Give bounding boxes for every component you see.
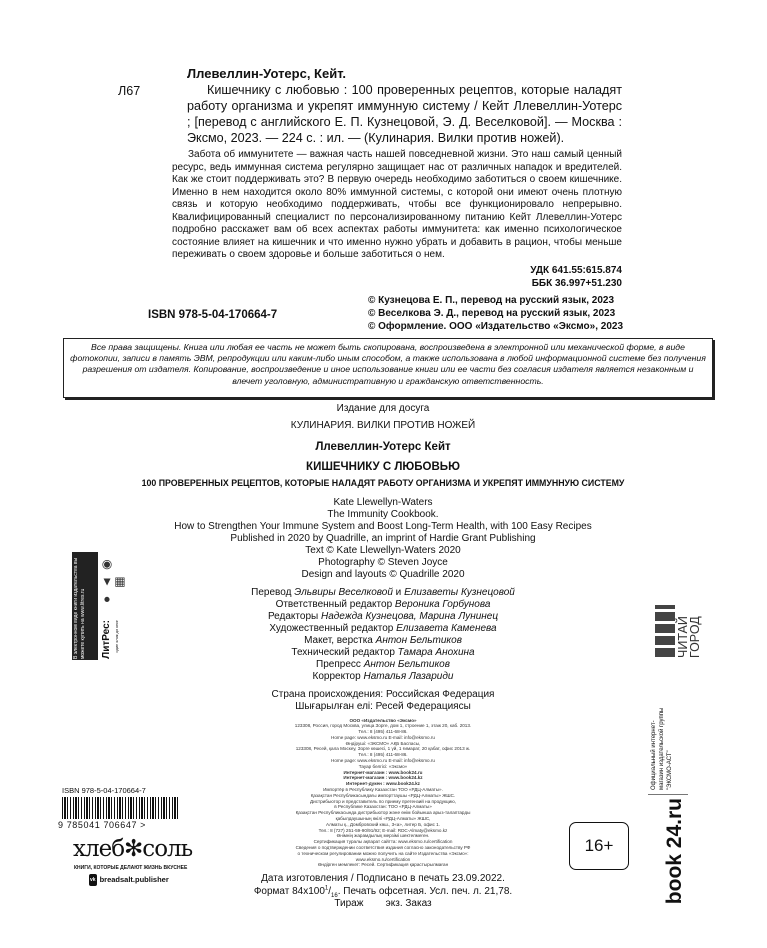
copyright-line: © Веселкова Э. Д., перевод на русский язык, 2023 xyxy=(368,307,616,319)
country-kz: Шығарылған елі: Ресей Федерациясы xyxy=(295,701,471,712)
print-date: Дата изготовления / Подписано в печать 23.09.2022. xyxy=(261,873,505,885)
windows-icon: ◉ xyxy=(100,558,114,573)
vk-icon: vk xyxy=(89,874,97,886)
credit-line: Редакторы Надежда Кузнецова, Марина Лунинец xyxy=(267,610,499,622)
book-subtitle: 100 ПРОВЕРЕННЫХ РЕЦЕПТОВ, КОТОРЫЕ НАЛАДЯТ РАБОТУ ОРГАНИЗМА И УКРЕПЯТ ИММУННУЮ СИСТЕМУ xyxy=(141,477,625,488)
publisher-info-line: Тел.: 8 (495) 411-68-86. xyxy=(358,729,408,735)
credit-line: Технический редактор Тамара Анохина xyxy=(291,646,475,658)
bib-author: Ллевеллин-Уотерс, Кейт. xyxy=(187,66,347,81)
litres-logo: ЛитРес: xyxy=(101,620,112,659)
credit-line: Художественный редактор Елизавета Каменева xyxy=(269,622,497,634)
publisher-info-line: Интернет-магазин : www.book24.ru xyxy=(343,769,423,775)
publisher-info-line: Дистрибьютор и представитель по приему претензий на продукцию, xyxy=(310,798,456,804)
publisher-tagline: КНИГИ, КОТОРЫЕ ДЕЛАЮТ ЖИЗНЬ ВКУСНЕЕ xyxy=(74,865,188,871)
english-line: The Immunity Cookbook. xyxy=(327,508,439,520)
publisher-info-line: Сертификация туралы ақпарат сайтта: www.eksmo.ru/certification xyxy=(313,839,453,845)
book24-logo: book 24.ru xyxy=(663,798,686,905)
bibliographic-record xyxy=(187,66,622,146)
credit-line: Корректор Наталья Лазариди xyxy=(312,670,454,682)
english-line: Kate Llewellyn-Waters xyxy=(333,496,433,508)
publisher-info-line: Home page: www.eksmo.ru E-mail: info@eksmo.ru xyxy=(331,734,435,740)
series-name: КУЛИНАРИЯ. ВИЛКИ ПРОТИВ НОЖЕЙ xyxy=(290,419,476,431)
publisher-info-line: Home page: www.eksmo.ru E-mail: info@eksmo.ru xyxy=(331,758,435,764)
publisher-info-line: Сведения о подтверждении соответствия издания согласно законодательству РФ xyxy=(295,845,471,851)
english-line: Design and layouts © Quadrille 2020 xyxy=(301,568,465,580)
publisher-info-line: 123308, Ресей, қала Мәскеу, Зорге көшесі, 1 үй, 1 ғимарат, 20 қабат, офис 2013 ж. xyxy=(295,746,471,752)
publisher-info-line: Қазақстан Республикасындағы импорттаушы «РДЦ-Алматы» ЖШС. xyxy=(310,792,456,798)
publisher-info-line: Интернет-магазин : www.book24.kz xyxy=(343,775,423,781)
english-line: How to Strengthen Your Immune System and Boost Long-Term Health, with 100 Easy Recipes xyxy=(174,520,592,532)
publisher-info-line: ООО «Издательство «Эксмо» xyxy=(349,717,417,723)
copyright-line: © Оформление. ООО «Издательство «Эксмо», 2023 xyxy=(368,320,624,332)
publisher-info-line: қабылдаушының өкілі «РДЦ-Алматы» ЖШС, xyxy=(335,816,431,822)
rights-notice: Все права защищены. Книга или любая ее часть не может быть скопирована, воспроизведена в электронной или механической форме, в виде фотокопии, записи в память ЭВМ, репродукции или каким-либо иным способом, а также использована в любой информационной системе без получения разрешения от издателя. Копирование, воспроизведение и иное использование книги или ее части без согласия издателя является незаконным и влечет уголовную, административную и гражданскую ответственность. xyxy=(63,338,713,398)
publisher-info-line: Тауар белгісі: «Эксмо» xyxy=(358,763,408,769)
classification xyxy=(0,264,622,290)
publisher-logo: хлеб✻соль xyxy=(73,836,193,862)
publisher-info-line: 123308, Россия, город Москва, улица Зорге, дом 1, строение 1, этаж 20, каб. 2013. xyxy=(294,723,472,729)
country-ru: Страна происхождения: Российская Федерация xyxy=(271,688,495,700)
barcode xyxy=(62,797,178,819)
windows-logo-icon: ▦ xyxy=(113,576,127,590)
platform-icons xyxy=(101,552,127,614)
isbn-copyright-row xyxy=(0,290,767,334)
country-of-origin xyxy=(133,689,633,714)
publisher-info-line: Өнімнің жарамдылық мерзімі шектелмеген. xyxy=(336,833,430,839)
copyright-line: © Кузнецова Е. П., перевод на русский язык, 2023 xyxy=(368,294,615,306)
vk-handle: breadsalt.publisher xyxy=(99,875,169,884)
edition-type: Издание для досуга xyxy=(336,402,430,414)
english-line: Photography © Steven Joyce xyxy=(318,556,448,568)
publisher-info-line: Тел.: 8 (495) 411-68-86. xyxy=(358,752,408,758)
credits xyxy=(133,587,633,683)
library-code: Л67 xyxy=(118,84,141,98)
android-icon: ▲ xyxy=(100,576,114,590)
isbn: ISBN 978-5-04-170664-7 xyxy=(148,308,278,321)
publisher-info-line: Тел.: 8 (727) 251-59-90/91/92; E-mail: RDC-Almaty@eksmo.kz xyxy=(318,827,448,833)
credit-line: Препресс Антон Бельтиков xyxy=(316,658,450,670)
publisher-info-line: Өндіруші: «ЭКСМО» АҚБ Баспасы, xyxy=(345,740,421,746)
chitai-gorod-logo xyxy=(677,548,701,658)
bbk: ББК 36.997+51.230 xyxy=(531,277,622,289)
bib-description: Кишечнику с любовью : 100 проверенных рецептов, которые наладят работу организма и укрепят иммунную систему / Кейт Ллевеллин-Уотерс ; [перевод с английского Е. П. Кузнецовой, Э. Д. Веселковой]. — Москва : Эксмо, 2023. — 224 с. : ил. — (Кулинария. Вилки против ножей). xyxy=(187,83,622,145)
publisher-info-line: в Республике Казахстан: ТОО «РДЦ-Алматы» xyxy=(334,804,432,810)
author-name: Ллевеллин-Уотерс Кейт xyxy=(315,440,451,453)
vk-link[interactable] xyxy=(89,874,169,886)
publisher-info-line: Алматы қ., Домбровский көш., 3«а», литер Б, офис 1. xyxy=(326,821,440,827)
annotation-text: Забота об иммунитете — важная часть нашей повседневной жизни. Это наш самый ценный ресурс, ведь иммунная система регулярно защищает нас от различных нападок и вредителей. Как же стоит поддерживать это? В первую очередь необходимо заботиться о своем кишечнике. Именно в нем находится около 80% иммунной системы, с которой они имеют очень плотную связь и которую необходимо поддерживать, чтобы все функционировало непрерывно. Квалифицированный специалист по персонализированному питанию Кейт Ллевеллин-Уотерс подробно расскажет вам об всех аспектах работы иммунитета: как именно психологическое состояние влияет на кишечник и что именно нужно убрать и добавить в рацион, чтобы меньше переживать о своем здоровье и больше заботиться о нем. xyxy=(172,149,622,260)
publisher-info-line: Қазақстан Республикасында дистрибьютор және өнім бойынша арыз-талаптарды xyxy=(295,810,471,816)
print-run: Тираж экз. Заказ xyxy=(334,898,432,910)
english-line: Published in 2020 by Quadrille, an imprint of Hardie Grant Publishing xyxy=(230,532,536,544)
book-title: КИШЕЧНИКУ С ЛЮБОВЬЮ xyxy=(306,460,460,473)
original-edition xyxy=(133,497,633,581)
barcode-isbn: ISBN 978-5-04-170664-7 xyxy=(62,786,146,795)
publisher-info-line: Интернет-дүкен : www.book24.kz xyxy=(346,781,420,787)
copyrights xyxy=(368,294,623,333)
credit-line: Ответственный редактор Вероника Горбунова xyxy=(275,598,491,610)
apple-icon: ● xyxy=(100,593,114,608)
litres-tagline: один клик до книг xyxy=(114,620,119,653)
annotation xyxy=(172,149,622,262)
book24-text: Официальный интернет-магазин издательской группы "ЭКСМО-АСТ" xyxy=(651,707,673,790)
publisher-info-line: Импортёр в Республику Казахстан ТОО «РДЦ-Алматы». xyxy=(323,787,443,793)
chitai-line: ЧИТАЙ xyxy=(676,616,690,658)
publisher-info-line: Өндірген мемлекет: Ресей. Сертификация қарастырылмаған xyxy=(317,862,449,868)
print-info xyxy=(133,873,633,911)
litres-banner: В электронном виде книги издательства вы можете купить на www.litres.ru xyxy=(72,552,98,660)
print-format: Формат $84x100^1/_{16}$. Печать офсетная. Усл. печ. л. 21,78. xyxy=(253,885,513,899)
publisher-info-line: www.eksmo.ru/certification xyxy=(355,856,411,862)
divider xyxy=(648,794,688,795)
barcode-digits: 9 785041 706647 > xyxy=(58,820,147,830)
chitai-gorod-mark xyxy=(655,605,675,657)
udc: УДК 641.55:615.874 xyxy=(530,264,622,276)
publisher-info-line: о техническом регулировании можно получить на сайте Издательства «Эксмо»: xyxy=(297,850,469,856)
credit-line: Перевод Эльвиры Веселковой и Елизаветы Кузнецовой xyxy=(251,586,515,598)
credit-line: Макет, верстка Антон Бельтиков xyxy=(304,634,462,646)
age-rating: 16+ xyxy=(569,822,629,870)
publisher-info xyxy=(133,718,633,869)
english-line: Text © Kate Llewellyn-Waters 2020 xyxy=(305,544,461,556)
gorod-line: ГОРОД xyxy=(688,616,702,658)
